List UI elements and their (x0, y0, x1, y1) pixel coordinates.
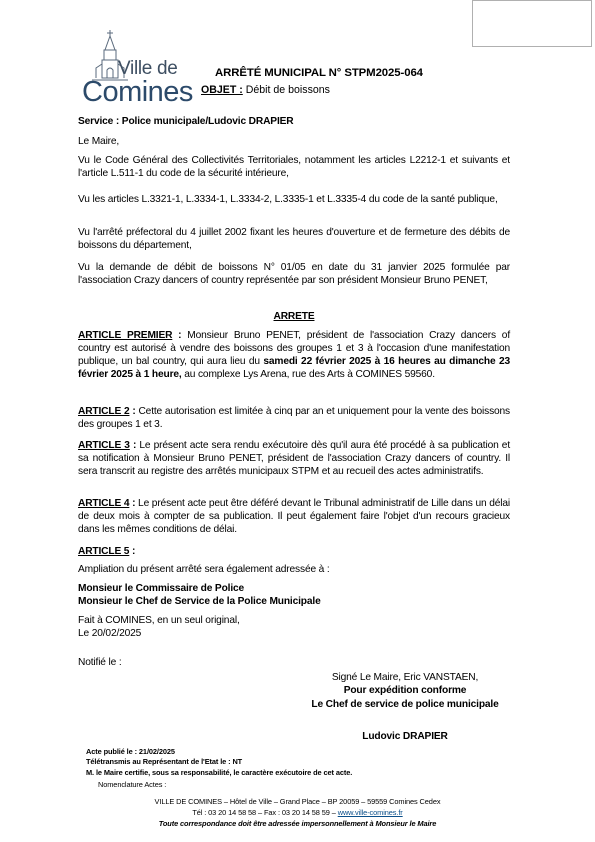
fait-a: Fait à COMINES, en un seul original, (78, 615, 240, 626)
footer-phone-fax: Tél : 03 20 14 58 58 – Fax : 03 20 14 58 59 – (192, 808, 338, 817)
article-3-text: Le présent acte sera rendu exécutoire dès qu'il aura été procédé à sa publication et sa notification à Monsieur Bruno PENET, président de l'association Crazy dancers of country. Il sera transcrit au registre des arrêtés municipaux STPM et au recueil des actes administratifs. (78, 440, 510, 477)
article-3-sep: : (129, 440, 140, 451)
article-2-sep: : (129, 406, 139, 417)
footer-contact (60, 808, 535, 817)
acte-publie: Acte publié le : 21/02/2025 (86, 747, 175, 756)
signature-chef-service: Le Chef de service de police municipale (311, 699, 499, 710)
article-2 (78, 405, 510, 431)
article-4-sep: : (129, 498, 139, 509)
logo-ville-text: Ville de (118, 58, 178, 79)
ville-de-comines-logo (82, 28, 194, 108)
footer-website-link[interactable]: www.ville-comines.fr (337, 808, 403, 817)
article-2-text: Cette autorisation est limitée à cinq par an et uniquement pour la vente des boissons des groupes 1 et 3. (78, 406, 510, 430)
le-maire: Le Maire, (78, 136, 120, 147)
signature-maire: Signé Le Maire, Eric VANSTAEN, (331, 672, 479, 683)
objet-text: Débit de boissons (242, 84, 330, 96)
signature-expedition: Pour expédition conforme (343, 685, 467, 696)
article-3-label: ARTICLE 3 (78, 440, 130, 451)
article-5-label: ARTICLE 5 (78, 546, 130, 557)
objet-line (201, 84, 330, 96)
teletransmis: Télétransmis au Représentant de l'Etat le : NT (86, 757, 243, 766)
vu-paragraph-3: Vu l'arrêté préfectoral du 4 juillet 2002 fixant les heures d'ouverture et de fermeture des débits de boissons du département, (78, 227, 510, 251)
footer-notice: Toute correspondance doit être adressée impersonnellement à Monsieur le Maire (158, 819, 437, 828)
destinataire-2: Monsieur le Chef de Service de la Police Municipale (78, 596, 321, 607)
article-5-sep: : (129, 546, 136, 557)
article-4 (78, 497, 510, 536)
ampliation: Ampliation du présent arrêté sera également adressée à : (78, 564, 330, 575)
vu-paragraph-2: Vu les articles L.3321-1, L.3334-1, L.3334-2, L.3335-1 et L.3335-4 du code de la santé publique, (78, 194, 498, 205)
article-premier-label: ARTICLE PREMIER (78, 330, 173, 341)
article-4-label: ARTICLE 4 (78, 498, 130, 509)
nomenclature: Nomenclature Actes : (98, 780, 167, 789)
article-premier-dates: samedi 22 février 2025 à 16 heures au dimanche 23 février 2025 à 1 heure, (78, 356, 510, 380)
signature-name: Ludovic DRAPIER (362, 731, 448, 742)
notifie-le: Notifié le : (78, 657, 122, 668)
document-title: ARRÊTÉ MUNICIPAL N° STPM2025-064 (215, 67, 423, 79)
date: Le 20/02/2025 (78, 628, 142, 639)
service-line: Service : Police municipale/Ludovic DRAPIER (78, 116, 294, 127)
article-5 (78, 545, 135, 558)
stamp-box (472, 0, 592, 47)
arrete-heading: ARRETE (273, 311, 315, 322)
vu-paragraph-4: Vu la demande de débit de boissons N° 01/05 en date du 31 janvier 2025 formulée par l'association Crazy dancers of country représentée par son président Monsieur Bruno PENET, (78, 262, 510, 286)
footer-address: VILLE DE COMINES – Hôtel de Ville – Grand Place – BP 20059 – 59559 Comines Cedex (154, 797, 441, 806)
article-4-text: Le présent acte peut être déféré devant le Tribunal administratif de Lille dans un délai de deux mois à compter de sa publication. Il peut également faire l'objet d'un recours gracieux dans les mêmes conditions de délai. (78, 498, 511, 535)
article-3 (78, 439, 510, 478)
certification: M. le Maire certifie, sous sa responsabilité, le caractère exécutoire de cet acte. (86, 768, 353, 777)
destinataire-1: Monsieur le Commissaire de Police (78, 583, 245, 594)
article-premier-sep: : (172, 330, 188, 341)
article-premier (78, 329, 510, 381)
logo-comines-text: Comines (82, 76, 193, 108)
objet-label: OBJET : (201, 84, 243, 96)
article-premier-text-1: Monsieur Bruno PENET, président de l'association Crazy dancers of country est autorisé à vendre des boissons des groupes 1 et 3 à l'occasion d'une manifestation publique, un bal country, qui aura lieu du (78, 330, 511, 367)
article-premier-text-2: au complexe Lys Arena, rue des Arts à COMINES 59560. (181, 369, 435, 380)
vu-paragraph-1: Vu le Code Général des Collectivités Territoriales, notamment les articles L2212-1 et suivants et l'article L.511-1 du code de la sécurité intérieure, (78, 155, 510, 179)
article-2-label: ARTICLE 2 (78, 406, 130, 417)
